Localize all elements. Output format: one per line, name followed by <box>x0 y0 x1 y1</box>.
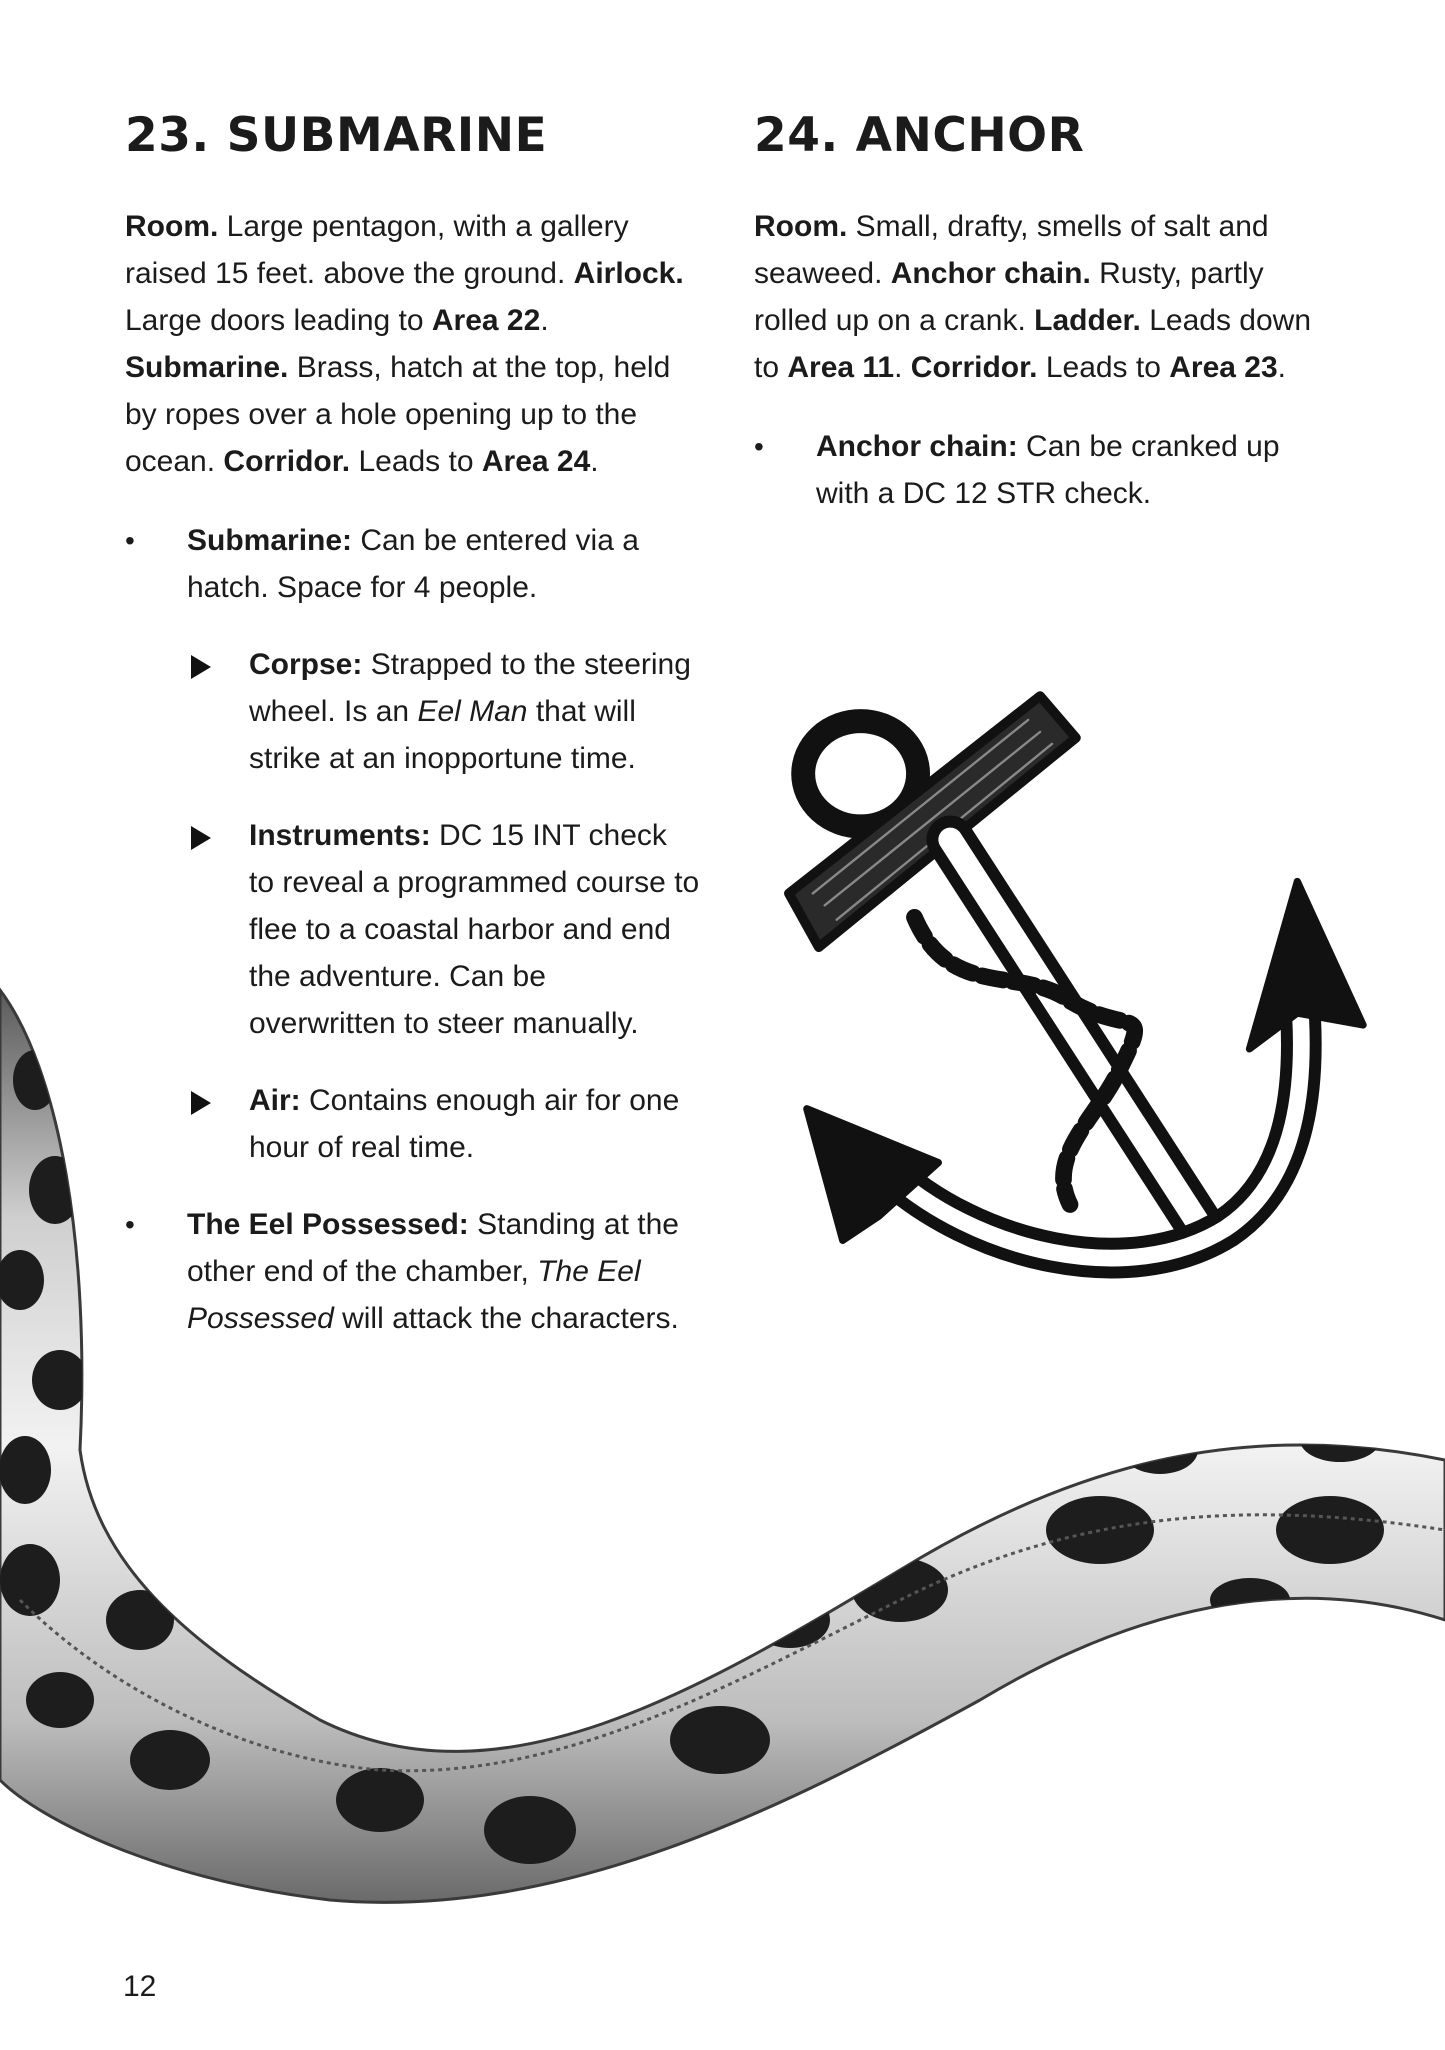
anchor-title: 24. ANCHOR <box>754 108 1085 163</box>
subitem-air: Air: Contains enough air for one hour of real time. <box>187 1077 700 1171</box>
subitem-instruments: Instruments: DC 15 INT check to reveal a programmed course to flee to a coastal harbor and end the adventure. Can be overwritten to steer manually. <box>187 812 700 1047</box>
section-anchor <box>754 108 1324 547</box>
bullet-eel-possessed: • The Eel Possessed: Standing at the other end of the chamber, The Eel Possessed will attack the characters. <box>125 1201 700 1342</box>
anchor-fluke-left <box>807 1109 939 1241</box>
submarine-bullets <box>125 517 700 1342</box>
submarine-description: Room. Large pentagon, with a gallery raised 15 feet. above the ground. Airlock. Large doors leading to Area 22. Submarine. Brass, hatch at the top, held by ropes over a hole opening up to the ocean. Corridor. Leads to Area 24. <box>125 210 684 478</box>
bullet-submarine: • Submarine: Can be entered via a hatch. Space for 4 people. Corpse: Strapped to the steering wheel. Is an Eel Man that will strike at an inopportune time. Instruments: DC 15 INT check to reveal a programmed course to flee to a coastal harbor and end the adventure. Can be overwritten to steer manually. Air: Contains enough air for one hour of real time. <box>125 517 700 1171</box>
anchor-description: Room. Small, drafty, smells of salt and seaweed. Anchor chain. Rusty, partly rolled up on a crank. Ladder. Leads down to Area 11. Corridor. Leads to Area 23. <box>754 210 1312 384</box>
bullet-anchor-chain: • Anchor chain: Can be cranked up with a DC 12 STR check. <box>754 423 1324 517</box>
submarine-subitems <box>187 641 700 1171</box>
anchor-illustration <box>770 690 1370 1360</box>
anchor-bullets <box>754 423 1324 517</box>
page-number: 12 <box>123 1970 157 2003</box>
submarine-title: 23. SUBMARINE <box>125 108 548 163</box>
subitem-corpse: Corpse: Strapped to the steering wheel. Is an Eel Man that will strike at an inopportune time. <box>187 641 700 782</box>
section-submarine <box>125 108 700 1372</box>
